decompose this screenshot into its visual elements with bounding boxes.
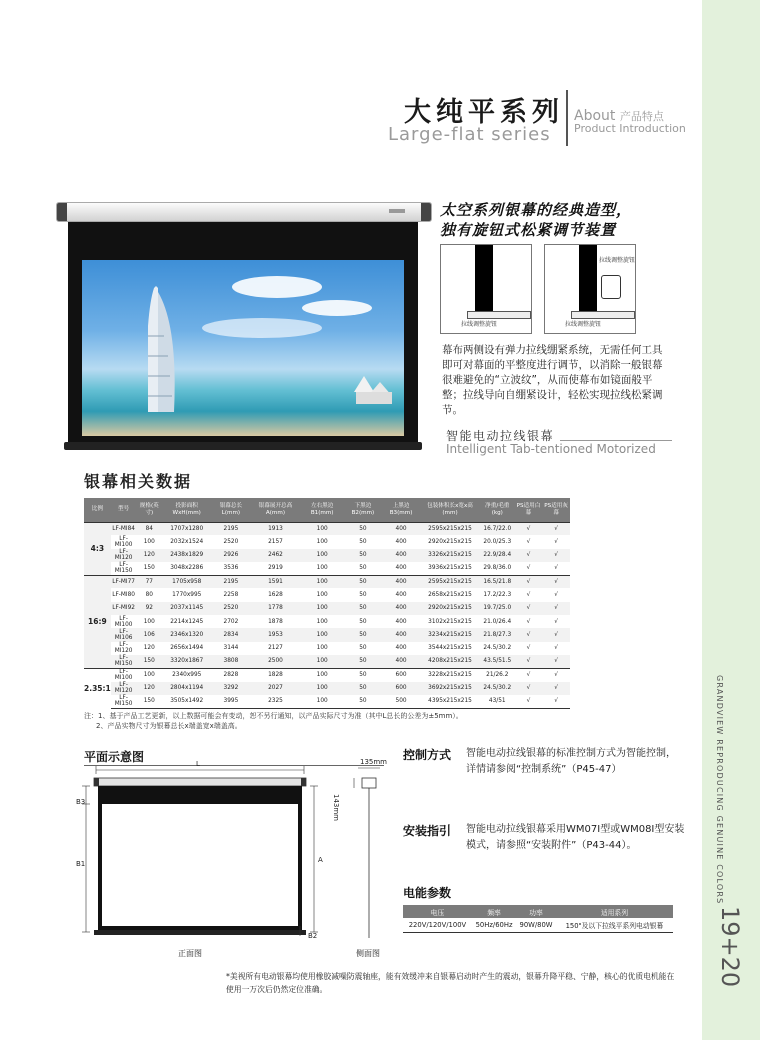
screen-edge xyxy=(579,245,597,313)
tower-building-icon xyxy=(134,286,178,414)
spec-row xyxy=(84,575,570,588)
spec-cell: 100 xyxy=(143,538,155,545)
spec-header-cell: 上黑边B3(mm) xyxy=(382,498,420,522)
spec-cell: 100 xyxy=(301,549,344,562)
spec-cell: 20.0/25.3 xyxy=(483,538,512,545)
spec-cell: 2926 xyxy=(211,549,250,562)
spec-cell: 50 xyxy=(344,549,382,562)
power-header: 适用系列 xyxy=(556,905,673,918)
spec-cell: 50 xyxy=(344,602,382,615)
spec-header-cell: PS适用灰幕 xyxy=(542,498,570,522)
category-divider xyxy=(560,440,672,441)
power-cell: 150"及以下拉线平系列电动银幕 xyxy=(556,918,673,932)
spec-cell: 2520 xyxy=(211,602,250,615)
spec-cell: 400 xyxy=(382,522,420,535)
side-view-label: 侧面图 xyxy=(356,949,380,958)
plan-title: 平面示意图 xyxy=(84,750,145,764)
spec-cell: 150 xyxy=(137,655,163,668)
detail-caption: 拉线调整旋钮 xyxy=(461,321,498,328)
control-description: 智能电动拉线银幕的标准控制方式为智能控制，详情请参阅“控制系统”（P45-47） xyxy=(466,748,676,775)
spec-row xyxy=(84,615,570,628)
spec-cell: 3326x215x215 xyxy=(420,549,480,562)
spec-header-cell: 包装体积长x宽x高(mm) xyxy=(420,498,480,522)
spec-cell: 100 xyxy=(301,628,344,641)
note-2: 2、产品实物尺寸为银幕总长x端盖宽x端盖高。 xyxy=(96,722,242,730)
spec-cell: 100 xyxy=(137,668,163,681)
spec-cell: √ xyxy=(542,668,570,681)
spec-cell: 3995 xyxy=(211,695,250,708)
spec-cell: 400 xyxy=(395,592,407,599)
spec-cell: 92 xyxy=(137,602,163,615)
spec-cell: LF-MI77 xyxy=(111,575,137,588)
spec-cell: 600 xyxy=(382,668,420,681)
spec-cell: 106 xyxy=(137,628,163,641)
spec-cell: 400 xyxy=(395,538,407,545)
spec-cell: 100 xyxy=(316,645,328,652)
spec-table xyxy=(84,498,570,709)
page-title: 大纯平系列 xyxy=(404,97,564,128)
spec-cell: 100 xyxy=(301,602,344,615)
spec-cell: 100 xyxy=(301,575,344,588)
brand-vertical-text: GRANDVIEW REPRODUCING GENUINE COLORS xyxy=(715,675,724,905)
spec-cell: 2127 xyxy=(268,645,283,652)
about-label: About 产品特点 xyxy=(574,108,664,124)
spec-cell: 1953 xyxy=(250,628,300,641)
aspect-ratio-cell: 4:3 xyxy=(84,522,111,575)
spec-cell: LF-MI120 xyxy=(111,549,137,562)
spec-cell: √ xyxy=(542,522,570,535)
spec-cell: 100 xyxy=(301,695,344,708)
spec-cell: √ xyxy=(542,575,570,588)
spec-cell: LF-MI80 xyxy=(112,592,135,599)
spec-cell: √ xyxy=(542,549,570,562)
power-table xyxy=(403,905,673,933)
spec-cell: 3808 xyxy=(211,655,250,668)
control-title: 控制方式 xyxy=(403,748,452,762)
screen-edge xyxy=(475,245,493,313)
spec-cell: √ xyxy=(526,565,531,572)
spec-cell: 50 xyxy=(344,668,382,681)
spec-cell: 100 xyxy=(316,618,328,625)
spec-row xyxy=(84,549,570,562)
spec-cell: 16.5/21.8 xyxy=(480,575,515,588)
spec-cell: 400 xyxy=(382,602,420,615)
power-row xyxy=(403,918,673,932)
dimension-drawing xyxy=(60,756,400,962)
spec-cell: √ xyxy=(542,628,570,641)
spec-cell: 100 xyxy=(316,592,328,599)
spec-cell: LF-MI100 xyxy=(111,668,137,681)
spec-cell: 50 xyxy=(344,628,382,641)
spec-cell: 100 xyxy=(316,538,328,545)
spec-header-cell: 净重/毛重(kg) xyxy=(480,498,515,522)
spec-cell: 80 xyxy=(145,592,153,599)
spec-cell: 600 xyxy=(382,682,420,695)
spec-cell: 100 xyxy=(316,565,328,572)
spec-cell: 50 xyxy=(359,645,367,652)
case-logo xyxy=(389,209,405,213)
label-A: A xyxy=(318,856,323,864)
detail-caption: 拉线调整旋钮 xyxy=(599,257,636,264)
spec-cell: 2658x215x215 xyxy=(428,592,472,599)
spec-cell: 50 xyxy=(359,565,367,572)
spec-cell: 120 xyxy=(137,549,163,562)
spec-cell: 24.5/30.2 xyxy=(483,645,512,652)
spec-cell: LF-MI84 xyxy=(111,522,137,535)
spec-cell: 4208x215x215 xyxy=(420,655,480,668)
spec-cell: 100 xyxy=(301,668,344,681)
install-description: 智能电动拉线银幕采用WM07Ⅰ型或WM08Ⅰ型安装模式，请参照“安装附件”（P43-44）。 xyxy=(466,824,685,851)
spec-cell: √ xyxy=(542,602,570,615)
install-title: 安装指引 xyxy=(403,824,452,838)
spec-cell: 77 xyxy=(137,575,163,588)
spec-cell: 43.5/51.5 xyxy=(480,655,515,668)
power-cell: 90W/80W xyxy=(516,918,556,932)
bottom-rail xyxy=(467,311,531,319)
spec-cell: 3320x1867 xyxy=(162,655,211,668)
spec-cell: LF-MI100 xyxy=(114,535,133,548)
spec-cell: 50 xyxy=(344,695,382,708)
spec-cell: 22.9/28.4 xyxy=(480,549,515,562)
screen-projected-image xyxy=(82,260,404,436)
beach-hut-icon xyxy=(344,372,394,412)
knob-icon xyxy=(601,275,621,299)
spec-row xyxy=(84,562,570,575)
spec-row xyxy=(84,602,570,615)
spec-header-cell: 投影面积WxH(mm) xyxy=(162,498,211,522)
spec-header-row xyxy=(84,498,570,522)
spec-header-cell: 比例 xyxy=(84,498,111,522)
spec-cell: √ xyxy=(526,538,531,545)
spec-cell: 2438x1829 xyxy=(162,549,211,562)
spec-cell: 2340x995 xyxy=(162,668,211,681)
spec-row xyxy=(84,628,570,641)
spec-cell: LF-MI106 xyxy=(111,628,137,641)
spec-cell: 2595x215x215 xyxy=(420,575,480,588)
spec-cell: 400 xyxy=(382,549,420,562)
spec-cell: 2828 xyxy=(211,668,250,681)
spec-cell: 2462 xyxy=(250,549,300,562)
spec-cell: LF-MI120 xyxy=(111,682,137,695)
spec-cell: √ xyxy=(554,645,558,652)
power-header: 电压 xyxy=(403,905,472,918)
spec-cell: 1770x995 xyxy=(172,592,202,599)
page-numbers: 19+20 xyxy=(716,906,744,988)
spec-cell: √ xyxy=(554,592,558,599)
spec-cell: 2195 xyxy=(211,522,250,535)
feature-title: 太空系列银幕的经典造型， 独有旋钮式松紧调节装置 xyxy=(440,201,633,239)
spec-cell: 3234x215x215 xyxy=(420,628,480,641)
spec-header-cell: 银幕展开总高A(mm) xyxy=(250,498,300,522)
spec-cell: LF-MI120 xyxy=(114,642,133,655)
spec-row xyxy=(84,522,570,535)
label-B1: B1 xyxy=(76,860,86,868)
spec-cell: 100 xyxy=(301,522,344,535)
spec-cell: √ xyxy=(542,682,570,695)
screen-bottom-bar xyxy=(64,442,422,450)
spec-row xyxy=(84,535,570,548)
aspect-ratio-cell: 2.35:1 xyxy=(84,668,111,708)
header-divider xyxy=(566,90,568,146)
spec-cell: 21.0/26.4 xyxy=(483,618,512,625)
spec-cell: 3505x1492 xyxy=(162,695,211,708)
spec-cell: √ xyxy=(542,695,570,708)
spec-cell: 50 xyxy=(359,618,367,625)
spec-cell: 1878 xyxy=(268,618,283,625)
spec-cell: 400 xyxy=(382,575,420,588)
detail-image-left xyxy=(440,244,532,334)
spec-cell: 2195 xyxy=(211,575,250,588)
front-view-label: 正面图 xyxy=(178,949,202,958)
spec-row xyxy=(84,695,570,708)
power-header-row xyxy=(403,905,673,918)
spec-cell: 1778 xyxy=(250,602,300,615)
spec-cell: LF-MI150 xyxy=(114,562,133,575)
power-header: 功率 xyxy=(516,905,556,918)
cloud xyxy=(302,300,372,316)
spec-cell: 21/26.2 xyxy=(480,668,515,681)
spec-cell: 400 xyxy=(395,618,407,625)
spec-cell: 3144 xyxy=(223,645,239,652)
spec-cell: √ xyxy=(515,522,543,535)
spec-cell: 16.7/22.0 xyxy=(480,522,515,535)
spec-cell: 2595x215x215 xyxy=(420,522,480,535)
spec-cell: 3536 xyxy=(223,565,239,572)
spec-cell: 1707x1280 xyxy=(162,522,211,535)
spec-cell: 1628 xyxy=(268,592,283,599)
spec-cell: √ xyxy=(515,628,543,641)
spec-cell: 24.5/30.2 xyxy=(480,682,515,695)
screen-case xyxy=(56,202,432,222)
spec-row xyxy=(84,668,570,681)
spec-cell: 50 xyxy=(344,682,382,695)
spec-cell: 84 xyxy=(137,522,163,535)
spec-header-cell: 型号 xyxy=(111,498,137,522)
spec-cell: LF-MI150 xyxy=(111,655,137,668)
category-cn: 智能电动拉线银幕 xyxy=(446,429,555,443)
spec-cell: 2500 xyxy=(250,655,300,668)
end-cap-right xyxy=(421,203,431,221)
spec-section-title: 银幕相关数据 xyxy=(84,472,193,491)
spec-cell: 3692x215x215 xyxy=(420,682,480,695)
bottom-rail xyxy=(571,311,635,319)
spec-cell: 2027 xyxy=(250,682,300,695)
spec-cell: 400 xyxy=(382,628,420,641)
label-143mm: 143mm xyxy=(332,794,340,821)
power-cell: 50Hz/60Hz xyxy=(472,918,516,932)
spec-cell: √ xyxy=(515,549,543,562)
spec-cell: 150 xyxy=(143,565,155,572)
spec-cell: 150 xyxy=(137,695,163,708)
spec-row xyxy=(84,655,570,668)
label-B2: B2 xyxy=(308,932,318,940)
feature-description: 幕布两侧设有弹力拉线绷紧系统，无需任何工具即可对幕面的平整度进行调节，以消除一般银幕很难避免的“立波纹”，从而使幕布如镜面般平整；拉线导向自绷紧设计，轻松实现拉线松紧调节。 xyxy=(442,344,663,416)
spec-cell: 120 xyxy=(143,645,155,652)
spec-cell: √ xyxy=(542,655,570,668)
spec-cell: 100 xyxy=(301,682,344,695)
aspect-ratio-cell: 16:9 xyxy=(84,575,111,668)
spec-cell: LF-MI150 xyxy=(111,695,137,708)
spec-cell: 2920x215x215 xyxy=(420,602,480,615)
power-cell: 220V/120V/100V xyxy=(403,918,472,932)
spec-cell: √ xyxy=(526,645,531,652)
spec-header-cell: PS适用白幕 xyxy=(515,498,543,522)
spec-notes xyxy=(84,711,463,731)
cloud xyxy=(232,276,322,298)
label-B3: B3 xyxy=(76,798,86,806)
spec-cell: 29.8/36.0 xyxy=(483,565,512,572)
spec-cell: 100 xyxy=(143,618,155,625)
spec-cell: √ xyxy=(554,565,558,572)
spec-row xyxy=(84,642,570,655)
spec-cell: 400 xyxy=(395,645,407,652)
spec-row xyxy=(84,682,570,695)
spec-cell: 2520 xyxy=(223,538,239,545)
spec-cell: 2258 xyxy=(223,592,239,599)
end-cap-left xyxy=(57,203,67,221)
spec-cell: 2804x1194 xyxy=(162,682,211,695)
category-en: Intelligent Tab-tentioned Motorized xyxy=(446,442,656,456)
spec-cell: 2157 xyxy=(268,538,283,545)
spec-cell: √ xyxy=(526,618,531,625)
spec-cell: 1591 xyxy=(250,575,300,588)
spec-cell: 50 xyxy=(359,538,367,545)
spec-header-cell: 左右黑边B1(mm) xyxy=(301,498,344,522)
spec-header-cell: 下黑边B2(mm) xyxy=(344,498,382,522)
spec-cell: 50 xyxy=(344,655,382,668)
spec-cell: 2920x215x215 xyxy=(428,538,472,545)
spec-cell: 3228x215x215 xyxy=(420,668,480,681)
spec-cell: 3292 xyxy=(211,682,250,695)
spec-cell: LF-MI92 xyxy=(111,602,137,615)
spec-cell: 50 xyxy=(359,592,367,599)
spec-cell: √ xyxy=(515,575,543,588)
spec-header-cell: 规格(英寸) xyxy=(137,498,163,522)
spec-cell: 2032x1524 xyxy=(170,538,204,545)
spec-cell: 2919 xyxy=(268,565,283,572)
spec-cell: 19.7/25.0 xyxy=(480,602,515,615)
spec-cell: 400 xyxy=(382,655,420,668)
plan-diagram xyxy=(60,756,400,962)
spec-cell: 21.8/27.3 xyxy=(480,628,515,641)
spec-cell: 1913 xyxy=(250,522,300,535)
cloud xyxy=(202,318,322,338)
about-subtitle: Product Introduction xyxy=(574,122,686,135)
spec-cell: √ xyxy=(526,592,531,599)
spec-cell: 120 xyxy=(137,682,163,695)
spec-cell: 2834 xyxy=(211,628,250,641)
spec-cell: √ xyxy=(515,602,543,615)
spec-cell: 100 xyxy=(301,655,344,668)
spec-cell: 3102x215x215 xyxy=(428,618,472,625)
spec-cell: 3048x2286 xyxy=(170,565,204,572)
spec-cell: 4395x215x215 xyxy=(420,695,480,708)
note-1: 注：1、基于产品工艺更新，以上数据可能会有变动，恕不另行通知，以产品实际尺寸为准（其中L总长的公差为±5mm）。 xyxy=(84,712,463,720)
spec-cell: 500 xyxy=(382,695,420,708)
spec-cell: 2325 xyxy=(250,695,300,708)
detail-image-right xyxy=(544,244,636,334)
spec-cell: 1828 xyxy=(250,668,300,681)
detail-caption: 拉线调整旋钮 xyxy=(565,321,602,328)
label-L: L xyxy=(196,760,200,768)
spec-cell: √ xyxy=(515,695,543,708)
spec-cell: 3936x215x215 xyxy=(428,565,472,572)
spec-cell: 2346x1320 xyxy=(162,628,211,641)
spec-cell: 2702 xyxy=(223,618,239,625)
spec-cell: √ xyxy=(554,618,558,625)
spec-cell: 1705x958 xyxy=(162,575,211,588)
power-header: 频率 xyxy=(472,905,516,918)
label-135mm: 135mm xyxy=(360,758,387,766)
spec-cell: 50 xyxy=(344,575,382,588)
spec-cell: √ xyxy=(515,682,543,695)
spec-cell: √ xyxy=(554,538,558,545)
footnote: *美视所有电动银幕均使用橡胶减噪防震轴座，能有效缓冲来自银幕启动时产生的震动，银幕升降平稳、宁静，核心的优质电机能在使用一万次后仍然定位准确。 xyxy=(226,972,675,994)
spec-cell: 2214x1245 xyxy=(170,618,204,625)
spec-cell: 400 xyxy=(395,565,407,572)
spec-cell: 43/51 xyxy=(480,695,515,708)
spec-cell: 2656x1494 xyxy=(170,645,204,652)
spec-cell: 3544x215x215 xyxy=(428,645,472,652)
spec-cell: √ xyxy=(515,668,543,681)
spec-cell: 50 xyxy=(344,522,382,535)
spec-cell: √ xyxy=(515,655,543,668)
spec-cell: 17.2/22.3 xyxy=(483,592,512,599)
power-title: 电能参数 xyxy=(403,886,452,900)
page-subtitle: Large-flat series xyxy=(388,124,551,145)
spec-row xyxy=(84,588,570,601)
spec-header-cell: 银幕总长L(mm) xyxy=(211,498,250,522)
spec-cell: LF-MI100 xyxy=(114,615,133,628)
spec-cell: 2037x1145 xyxy=(162,602,211,615)
